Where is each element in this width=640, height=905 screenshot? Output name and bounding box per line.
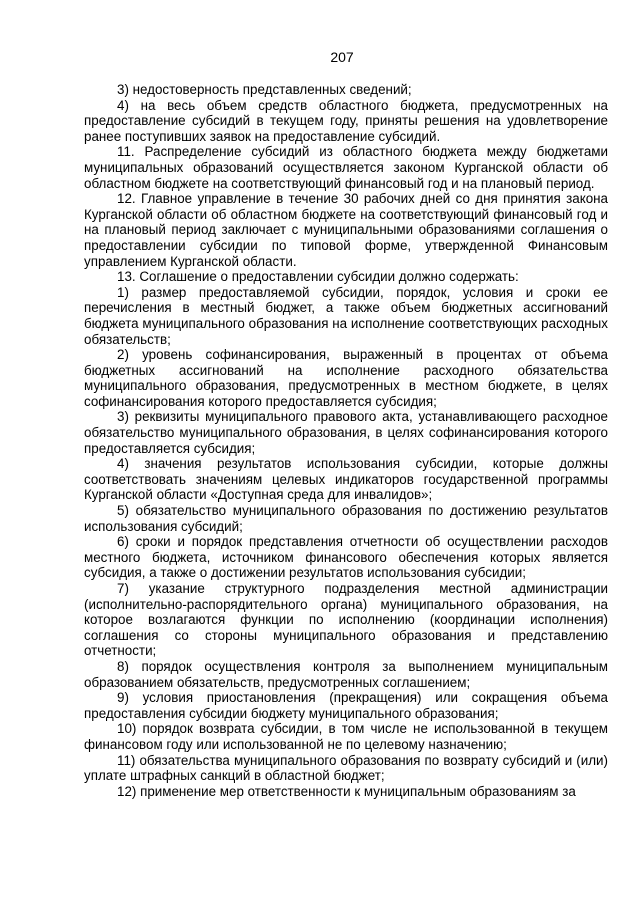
paragraph: 11. Распределение субсидий из областного бюджета между бюджетами муниципальных образований осуществляется законом Курганской области об областном бюджете на соответствующий финансовый год и на плановый период.: [84, 144, 608, 191]
paragraph: 5) обязательство муниципального образования по достижению результатов использования субсидий;: [84, 503, 608, 534]
paragraph: 9) условия приостановления (прекращения) или сокращения объема предоставления субсидии бюджету муниципального образования;: [84, 690, 608, 721]
paragraph: 2) уровень софинансирования, выраженный в процентах от объема бюджетных ассигнований на исполнение расходного обязательства муниципального образования, предусмотренных в местном бюджете, в целях софинансирования которого предоставляется субсидия;: [84, 347, 608, 409]
paragraph: 13. Соглашение о предоставлении субсидии должно содержать:: [117, 269, 519, 285]
paragraph: 3) реквизиты муниципального правового акта, устанавливающего расходное обязательство муниципального образования, в целях софинансирования которого предоставляется субсидия;: [84, 409, 608, 456]
paragraph: 11) обязательства муниципального образования по возврату субсидий и (или) уплате штрафных санкций в областной бюджет;: [84, 752, 608, 784]
paragraph: 3) недостоверность представленных сведений;: [117, 82, 412, 97]
page-number: 207: [330, 49, 354, 65]
paragraph: 8) порядок осуществления контроля за выполнением муниципальным образованием обязательств, предусмотренных соглашением;: [84, 658, 608, 690]
paragraph: 12. Главное управление в течение 30 рабочих дней со дня принятия закона Курганской области об областном бюджете на соответствующий финансовый год и на плановый период заключает с муниципальными образованиями соглашения о предоставлении субсидии по типовой форме, утвержденной Финансовым управлением Курганской области.: [84, 191, 608, 269]
paragraph: 4) на весь объем средств областного бюджета, предусмотренных на предоставление субсидий в текущем году, приняты решения на удовлетворение ранее поступивших заявок на предоставление субсидий.: [84, 97, 608, 144]
paragraph: 6) сроки и порядок представления отчетности об осуществлении расходов местного бюджета, источником финансового обеспечения которых является субсидия, а также о достижении результатов использования субсидии;: [84, 534, 608, 581]
document-body: [84, 82, 608, 799]
paragraph: 12) применение мер ответственности к муниципальным образованиям за: [117, 783, 576, 799]
paragraph: 7) указание структурного подразделения местной администрации (исполнительно-распорядительного органа) муниципального образования, на которое возлагаются функции по исполнению (координации исполнения) соглашения со стороны муниципального образования и представлению отчетности;: [84, 581, 608, 659]
paragraph: 4) значения результатов использования субсидии, которые должны соответствовать значениям целевых индикаторов государственной программы Курганской области «Доступная среда для инвалидов»;: [84, 456, 608, 503]
paragraph: 1) размер предоставляемой субсидии, порядок, условия и сроки ее перечисления в местный бюджет, а также объем бюджетных ассигнований бюджета муниципального образования на исполнение соответствующих расходных обязательств;: [84, 284, 608, 347]
paragraph: 10) порядок возврата субсидии, в том числе не использованной в текущем финансовом году или использованной не по целевому назначению;: [84, 721, 608, 752]
